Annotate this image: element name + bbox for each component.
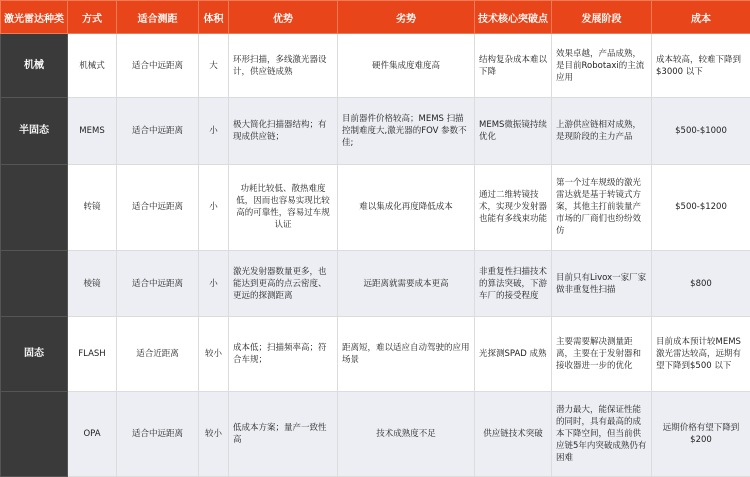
cell-range: 适合中远距离 bbox=[117, 98, 199, 164]
cell-disadvantages: 技术成熟度不足 bbox=[338, 391, 475, 476]
cell-method: OPA bbox=[68, 391, 117, 476]
header-disadvantages: 劣势 bbox=[338, 1, 475, 34]
table-row bbox=[1, 98, 750, 164]
table-row bbox=[1, 164, 750, 250]
cell-volume: 较小 bbox=[199, 391, 229, 476]
cell-method: FLASH bbox=[68, 317, 117, 391]
category-mechanical: 机械 bbox=[1, 34, 68, 98]
table-row bbox=[1, 317, 750, 391]
header-range: 适合测距 bbox=[117, 1, 199, 34]
cell-advantages: 功耗比较低、散热难度低，因而也容易实现比较高的可靠性，容易过车规认证 bbox=[229, 164, 338, 250]
cell-advantages: 成本低；扫描频率高；符合车规； bbox=[229, 317, 338, 391]
cell-core-breakthrough: 结构复杂成本难以下降 bbox=[475, 34, 552, 98]
cell-advantages: 极大简化扫描器结构；有现成供应链； bbox=[229, 98, 338, 164]
header-development-stage: 发展阶段 bbox=[552, 1, 652, 34]
table-row bbox=[1, 391, 750, 476]
category-solid-state-continued bbox=[1, 391, 68, 476]
category-semi-solid-continued bbox=[1, 250, 68, 316]
cell-development-stage: 潜力最大，能保证性能的同时，具有最高的成本下降空间，但当前供应链5年内突破成熟仍有困难 bbox=[552, 391, 652, 476]
header-lidar-type: 激光雷达种类 bbox=[1, 1, 68, 34]
table-row bbox=[1, 250, 750, 316]
cell-volume: 小 bbox=[199, 164, 229, 250]
cell-range: 适合中远距离 bbox=[117, 250, 199, 316]
header-advantages: 优势 bbox=[229, 1, 338, 34]
cell-method: 机械式 bbox=[68, 34, 117, 98]
cell-disadvantages: 远距离就需要成本更高 bbox=[338, 250, 475, 316]
cell-range: 适合中远距离 bbox=[117, 164, 199, 250]
cell-cost: $500-$1200 bbox=[652, 164, 750, 250]
cell-advantages: 激光发射器数量更多，也能达到更高的点云密度、更远的探测距离 bbox=[229, 250, 338, 316]
cell-cost: $800 bbox=[652, 250, 750, 316]
header-core-breakthrough: 技术核心突破点 bbox=[475, 1, 552, 34]
cell-core-breakthrough: 光探测SPAD 成熟 bbox=[475, 317, 552, 391]
cell-advantages: 低成本方案；量产一致性高 bbox=[229, 391, 338, 476]
cell-method: 转镜 bbox=[68, 164, 117, 250]
cell-core-breakthrough: 通过二维转镜技术，实现少发射器也能有多线束功能 bbox=[475, 164, 552, 250]
cell-cost: $500-$1000 bbox=[652, 98, 750, 164]
cell-volume: 较小 bbox=[199, 317, 229, 391]
cell-cost: 远期价格有望下降到$200 bbox=[652, 391, 750, 476]
cell-core-breakthrough: MEMS微振镜持续优化 bbox=[475, 98, 552, 164]
cell-method: 棱镜 bbox=[68, 250, 117, 316]
cell-volume: 小 bbox=[199, 250, 229, 316]
cell-development-stage: 主要需要解决测量距离，主要在于发射器和接收器进一步的优化 bbox=[552, 317, 652, 391]
cell-range: 适合中远距离 bbox=[117, 34, 199, 98]
header-method: 方式 bbox=[68, 1, 117, 34]
cell-disadvantages: 难以集成化再度降低成本 bbox=[338, 164, 475, 250]
cell-volume: 小 bbox=[199, 98, 229, 164]
header-cost: 成本 bbox=[652, 1, 750, 34]
cell-core-breakthrough: 非重复性扫描技术的算法突破，下游车厂的接受程度 bbox=[475, 250, 552, 316]
cell-cost: 成本较高，较难下降到$3000 以下 bbox=[652, 34, 750, 98]
category-semi-solid-continued bbox=[1, 164, 68, 250]
table-row bbox=[1, 34, 750, 98]
header-volume: 体积 bbox=[199, 1, 229, 34]
cell-disadvantages: 硬件集成度难度高 bbox=[338, 34, 475, 98]
cell-development-stage: 目前只有Livox一家厂家做非重复性扫描 bbox=[552, 250, 652, 316]
cell-disadvantages: 距离短，难以适应自动驾驶的应用场景 bbox=[338, 317, 475, 391]
category-semi-solid: 半固态 bbox=[1, 98, 68, 164]
cell-cost: 目前成本预计较MEMS 激光雷达较高，远期有望下降到$500 以下 bbox=[652, 317, 750, 391]
cell-development-stage: 第一个过车规级的激光雷达就是基于转镜式方案，其他主打前装量产市场的厂商们也纷纷效仿 bbox=[552, 164, 652, 250]
cell-disadvantages: 目前器件价格较高；MEMS 扫描控制难度大,激光器的FOV 参数不佳; bbox=[338, 98, 475, 164]
header-row bbox=[1, 1, 750, 34]
cell-core-breakthrough: 供应链技术突破 bbox=[475, 391, 552, 476]
cell-method: MEMS bbox=[68, 98, 117, 164]
cell-volume: 大 bbox=[199, 34, 229, 98]
cell-development-stage: 上游供应链相对成熟，是现阶段的主力产品 bbox=[552, 98, 652, 164]
category-solid-state: 固态 bbox=[1, 317, 68, 391]
cell-range: 适合中远距离 bbox=[117, 391, 199, 476]
cell-development-stage: 效果卓越，产品成熟，是目前Robotaxi的主流应用 bbox=[552, 34, 652, 98]
cell-range: 适合近距离 bbox=[117, 317, 199, 391]
cell-advantages: 环形扫描，多线激光器设计，供应链成熟 bbox=[229, 34, 338, 98]
